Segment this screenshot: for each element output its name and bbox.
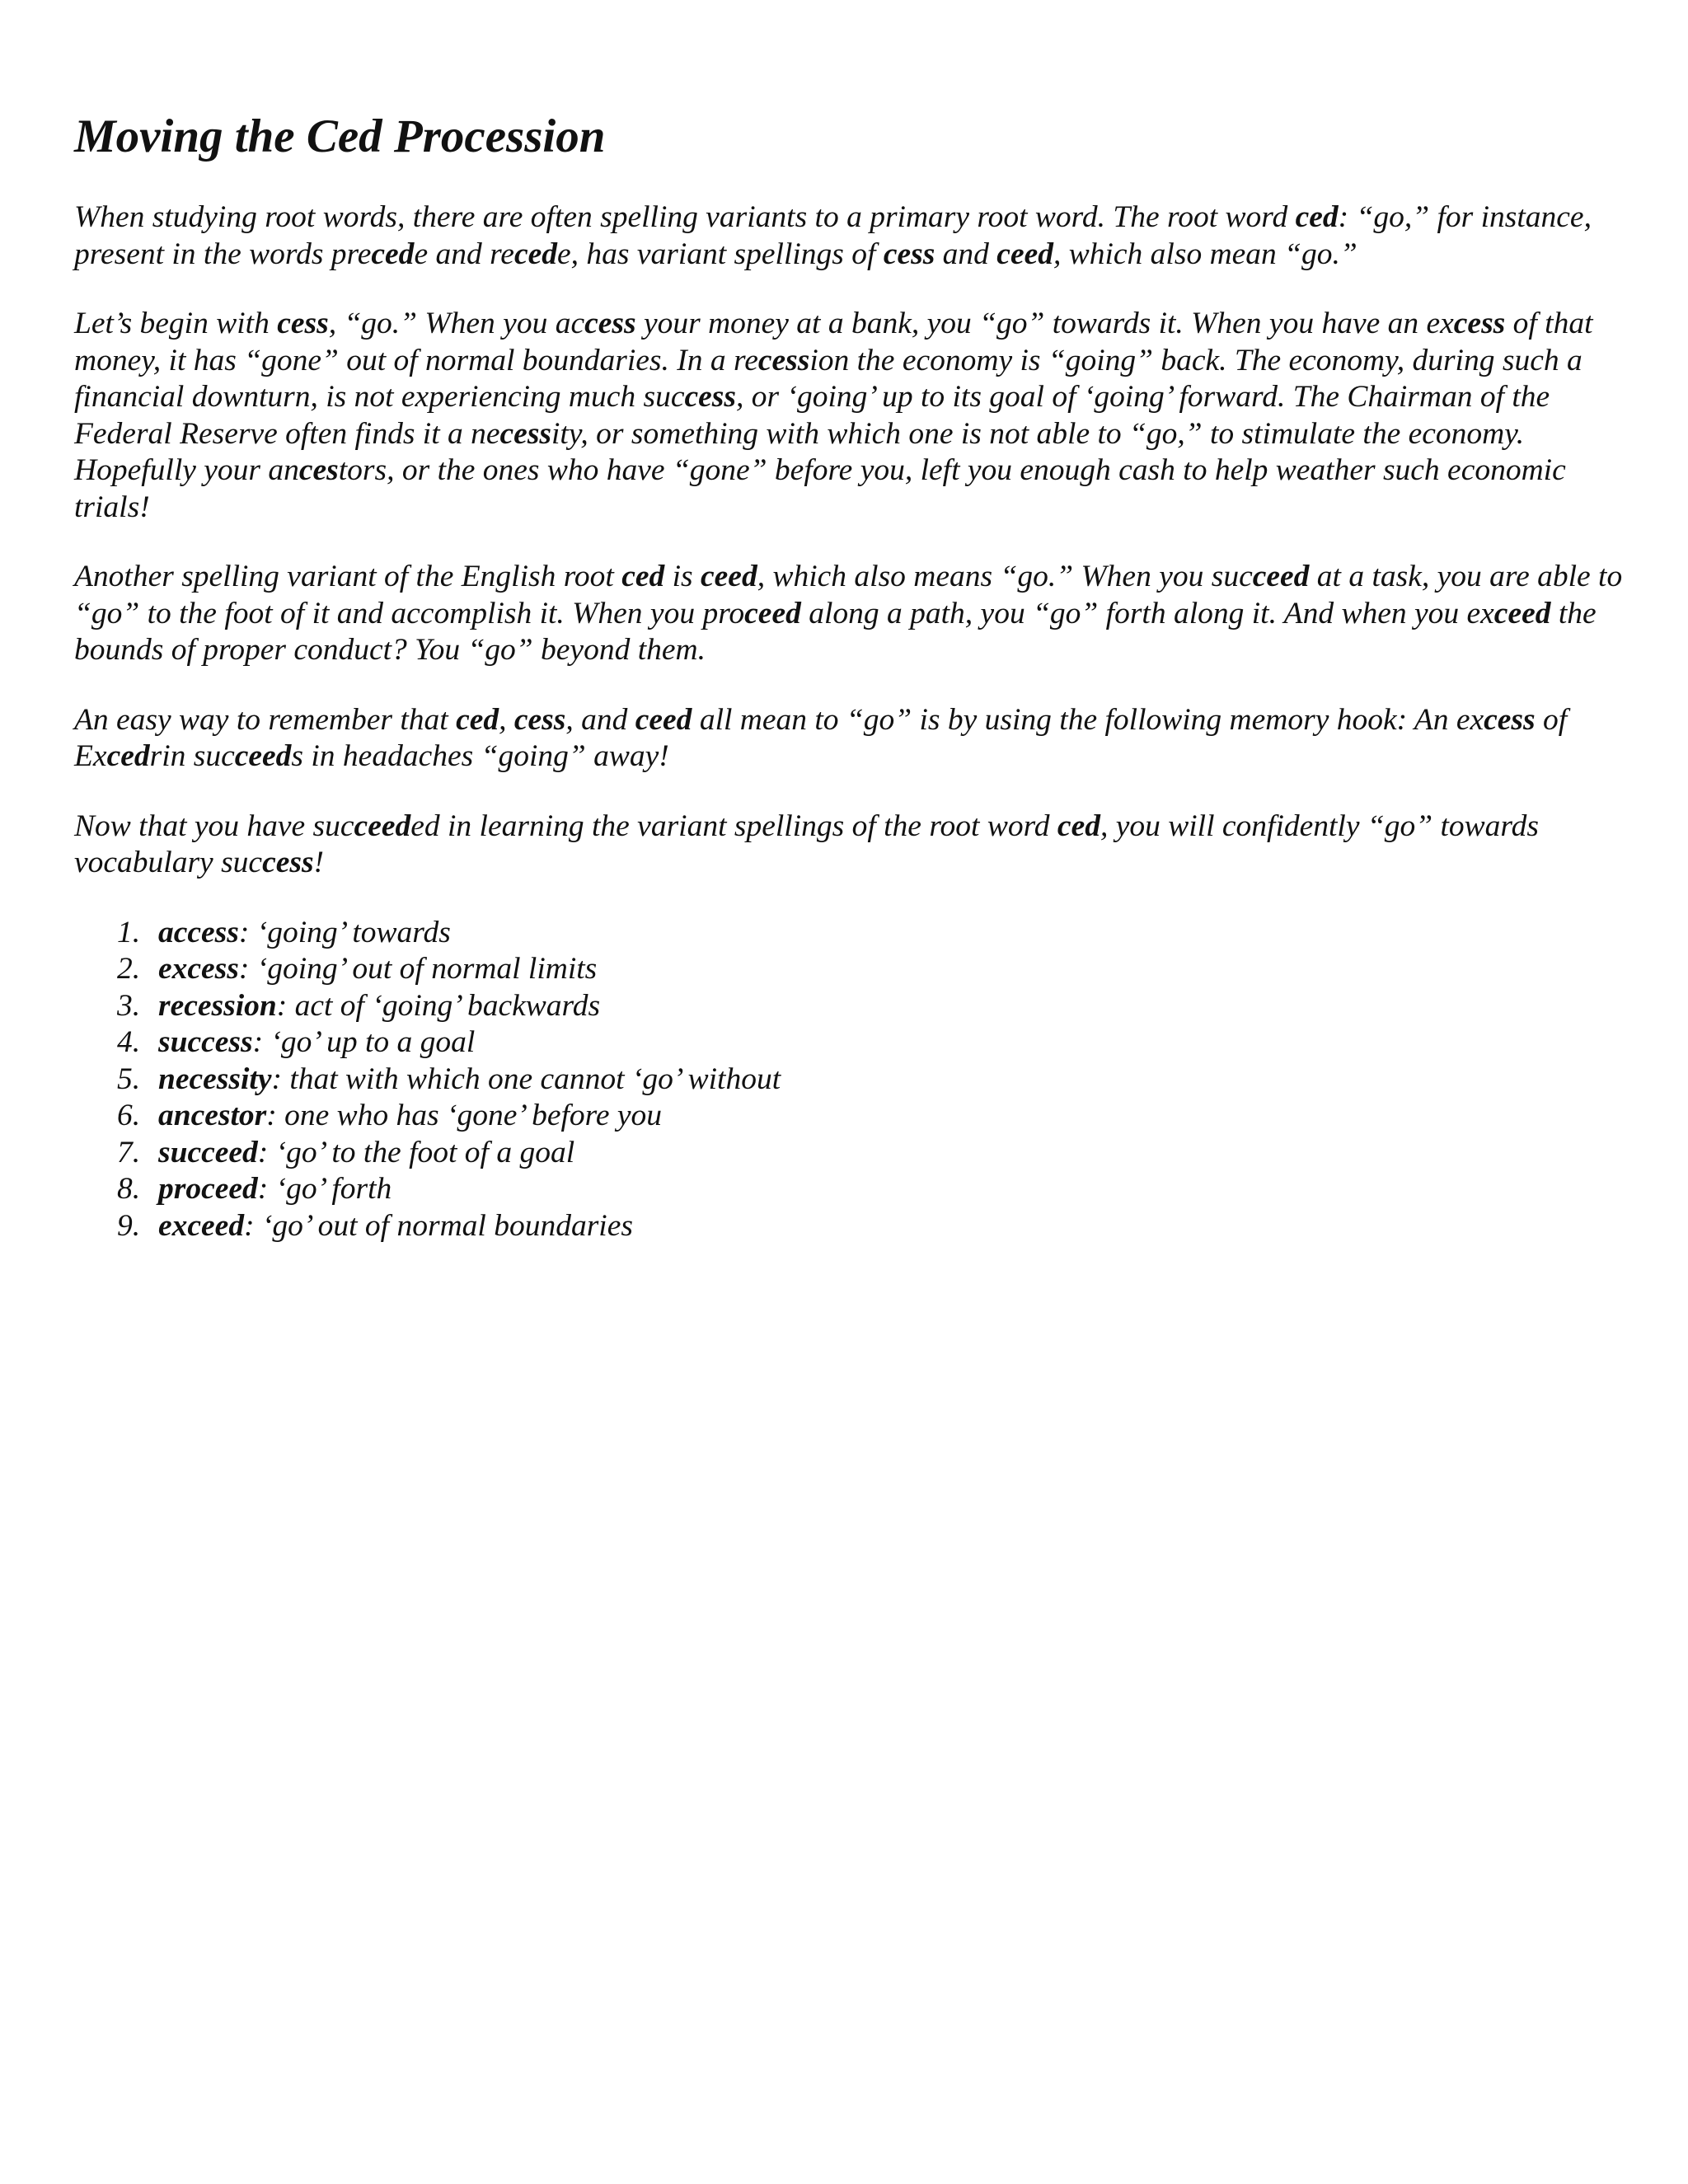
root-highlight: ceed — [1493, 596, 1551, 630]
root-highlight: cess — [499, 416, 552, 451]
vocabulary-item — [117, 1171, 1624, 1208]
text-run: , or ‘going’ up to its goal of ‘going’ forward. The Chairman of the Federal Reserve often finds it a ne — [74, 380, 1550, 451]
root-highlight: ceed — [234, 739, 292, 773]
vocabulary-word: succeed — [158, 1135, 258, 1169]
text-run: , you will confidently “go” towards vocabulary suc — [74, 808, 1539, 879]
vocabulary-definition: : ‘go’ up to a goal — [252, 1025, 476, 1059]
list-number: 4. — [117, 1025, 141, 1059]
text-run: tors, or the ones who have “gone” before you, left you enough cash to help weather such economic trials! — [74, 453, 1566, 524]
text-run: , which also means “go.” When you suc — [757, 560, 1253, 593]
text-run: , “go.” When you ac — [328, 307, 585, 340]
root-highlight: ced — [371, 237, 415, 271]
text-run: , — [499, 702, 514, 737]
text-run: An easy way to remember that — [74, 702, 457, 737]
list-number: 6. — [117, 1099, 141, 1132]
root-highlight: ceed — [635, 702, 692, 737]
text-run: When studying root words, there are often spelling variants to a primary root word. The root word — [74, 200, 1296, 234]
text-run: ity, or something with which one is not able to “go,” to stimulate the economy. Hopefully your an — [74, 416, 1525, 487]
list-number: 8. — [117, 1172, 141, 1206]
root-highlight: cess — [757, 343, 810, 377]
root-highlight: ceed — [744, 596, 801, 630]
list-number: 7. — [117, 1135, 141, 1169]
vocabulary-item — [117, 915, 1624, 952]
vocabulary-item — [117, 988, 1624, 1025]
vocabulary-word: success — [158, 1025, 253, 1059]
root-highlight: ced — [1057, 808, 1100, 843]
root-highlight: ceed — [701, 560, 757, 593]
vocabulary-definition: : ‘go’ to the foot of a goal — [257, 1135, 575, 1169]
text-run: : “go,” for instance, present in the words pre — [74, 200, 1592, 271]
vocabulary-item — [117, 1024, 1624, 1062]
root-highlight: cess — [277, 307, 329, 340]
text-run: Let’s begin with — [74, 307, 278, 340]
text-run: ! — [313, 846, 325, 879]
text-run: of Ex — [74, 702, 1568, 773]
text-run: Another spelling variant of the English root — [74, 560, 622, 593]
text-run: e, has variant spellings of — [556, 237, 884, 271]
root-highlight: cess — [513, 702, 566, 737]
vocabulary-definition: : act of ‘going’ backwards — [276, 988, 601, 1023]
text-run: along a path, you “go” forth along it. And when you ex — [800, 596, 1494, 630]
root-highlight: ced — [456, 702, 499, 737]
text-run: ion the economy is “going” back. The economy, during such a financial downturn, is not experiencing much suc — [74, 343, 1582, 414]
paragraph-memory-hook — [74, 702, 1624, 776]
vocabulary-item — [117, 1208, 1624, 1245]
body-paragraphs — [74, 199, 1624, 882]
vocabulary-definition: : that with which one cannot ‘go’ without — [271, 1062, 781, 1096]
text-run: , which also mean “go.” — [1053, 237, 1357, 271]
vocabulary-item — [117, 1098, 1624, 1135]
text-run: , and — [565, 702, 635, 737]
vocabulary-word: proceed — [158, 1172, 258, 1206]
text-run: your money at a bank, you “go” towards it. When you have an ex — [635, 307, 1454, 340]
vocabulary-word: recession — [158, 988, 277, 1023]
vocabulary-word: exceed — [158, 1208, 245, 1243]
paragraph-conclusion — [74, 808, 1624, 882]
vocabulary-list — [74, 915, 1624, 1245]
root-highlight: cess — [684, 380, 736, 414]
text-run: s in headaches “going” away! — [291, 739, 669, 773]
paragraph-intro — [74, 199, 1624, 273]
list-number: 9. — [117, 1208, 141, 1243]
text-run: and — [935, 237, 997, 271]
paragraph-ceed — [74, 559, 1624, 669]
vocabulary-definition: : ‘go’ forth — [257, 1172, 392, 1206]
root-highlight: cess — [1484, 702, 1536, 737]
list-number: 2. — [117, 952, 141, 986]
vocabulary-definition: : ‘going’ towards — [238, 915, 451, 949]
vocabulary-definition: : ‘go’ out of normal boundaries — [244, 1208, 633, 1243]
document-page — [74, 107, 1624, 1244]
text-run: of that money, it has “gone” out of normal boundaries. In a re — [74, 307, 1593, 377]
text-run: Now that you have suc — [74, 808, 354, 843]
text-run: e and re — [414, 237, 514, 271]
root-highlight: ceed — [996, 237, 1053, 271]
root-highlight: cess — [262, 846, 314, 879]
root-highlight: ces — [298, 453, 339, 487]
root-highlight: cess — [1453, 307, 1506, 340]
document-title: Moving the Ced Procession — [74, 110, 606, 162]
text-run: is — [664, 560, 701, 593]
root-highlight: ced — [106, 739, 150, 773]
list-number: 5. — [117, 1062, 141, 1096]
vocabulary-item — [117, 951, 1624, 988]
text-run: ed in learning the variant spellings of the root word — [410, 808, 1057, 843]
text-run: all mean to “go” is by using the following memory hook: An ex — [692, 702, 1484, 737]
root-highlight: ceed — [354, 808, 411, 843]
paragraph-cess — [74, 306, 1624, 526]
root-highlight: cess — [584, 307, 636, 340]
vocabulary-word: excess — [158, 952, 239, 986]
text-run: the bounds of proper conduct? You “go” beyond them. — [74, 596, 1597, 667]
root-highlight: ced — [513, 237, 557, 271]
root-highlight: ced — [621, 560, 665, 593]
vocabulary-word: necessity — [158, 1062, 272, 1096]
list-number: 1. — [117, 915, 141, 949]
root-highlight: ceed — [1252, 560, 1310, 593]
root-highlight: ced — [1295, 200, 1339, 234]
list-number: 3. — [117, 988, 141, 1023]
text-run: rin suc — [149, 739, 235, 773]
root-highlight: cess — [883, 237, 935, 271]
vocabulary-item — [117, 1062, 1624, 1099]
vocabulary-word: access — [158, 915, 239, 949]
vocabulary-definition: : ‘going’ out of normal limits — [238, 952, 598, 986]
text-run: at a task, you are able to “go” to the foot of it and accomplish it. When you pro — [74, 560, 1623, 630]
vocabulary-definition: : one who has ‘gone’ before you — [266, 1099, 663, 1132]
vocabulary-word: ancestor — [158, 1099, 267, 1132]
vocabulary-item — [117, 1135, 1624, 1172]
